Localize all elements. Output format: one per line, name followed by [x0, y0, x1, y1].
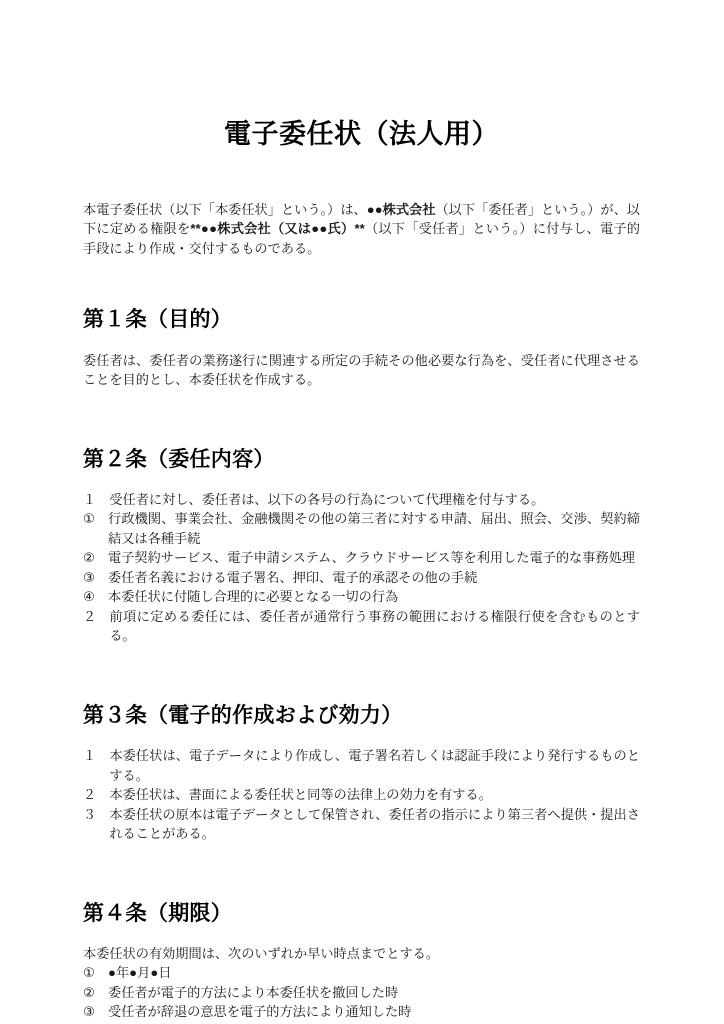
list-item [83, 509, 640, 548]
article-section-3 [83, 646, 640, 844]
article-body-1 [83, 334, 640, 390]
article-section-4 [83, 844, 640, 1022]
list-item-text: 受任者が辞退の意思を電子的方法により通知した時 [108, 1004, 412, 1020]
preamble-delegator-name: ●●株式会社 [366, 201, 436, 217]
list-item-text: ●年●月●日 [108, 965, 172, 981]
article-section-2 [83, 390, 640, 646]
article-heading-1: 第１条（目的） [83, 308, 233, 332]
article-paragraph: 委任者は、委任者の業務遂行に関連する所定の手続その他必要な行為を、受任者に代理させることを目的とし、本委任状を作成する。 [83, 352, 640, 388]
list-item [83, 963, 640, 983]
list-item [83, 548, 640, 568]
list-item-marker: ③ [83, 569, 109, 585]
article-section-1 [83, 258, 640, 389]
list-item-text: 電子契約サービス、電子申請システム、クラウドサービス等を利用した電子的な事務処理 [108, 550, 635, 566]
list-item [83, 983, 640, 1003]
article-body-4 [83, 927, 640, 1022]
list-item [83, 607, 640, 646]
list-item-marker: １ [83, 491, 110, 507]
article-heading-2: 第２条（委任内容） [83, 447, 275, 471]
list-item-text: 受任者に対し、委任者は、以下の各号の行為について代理権を付与する。 [109, 491, 545, 507]
article-item-list [83, 746, 640, 844]
list-item-marker: ２ [83, 608, 110, 624]
list-item [83, 587, 640, 607]
preamble-part-1: 本電子委任状（以下「本委任状」という。）は、 [83, 201, 367, 217]
preamble-part-2: （以下「委任者」という。）が、以下に定める権限を [83, 201, 640, 237]
preamble-paragraph [83, 152, 640, 259]
list-item [83, 785, 640, 805]
article-item-list [83, 490, 640, 646]
list-item-marker: ① [83, 965, 109, 981]
list-item-marker: ③ [83, 1004, 109, 1020]
list-item [83, 746, 640, 785]
list-item-marker: ２ [83, 787, 110, 803]
list-item-text: 行政機関、事業会社、金融機関その他の第三者に対する申請、届出、照会、交渉、契約締結又は各種手続 [108, 511, 640, 546]
article-body-2 [83, 473, 640, 646]
preamble-delegate-name: **●●株式会社（又は●●氏）** [190, 221, 365, 237]
list-item-text: 本委任状に付随し合理的に必要となる一切の行為 [108, 589, 399, 605]
document-content [83, 0, 640, 1022]
page-title: 電子委任状（法人用） [224, 119, 499, 149]
article-paragraph: 本委任状の有効期間は、次のいずれか早い時点までとする。 [83, 945, 440, 961]
article-heading-3: 第３条（電子的作成および効力） [83, 703, 403, 727]
list-item-text: 委任者名義における電子署名、押印、電子的承認その他の手続 [108, 569, 478, 585]
list-item [83, 805, 640, 844]
list-item-text: 本委任状の原本は電子データとして保管され、委任者の指示により第三者へ提供・提出されることがある。 [109, 806, 640, 842]
list-item-text: 本委任状は、書面による委任状と同等の法律上の効力を有する。 [109, 787, 492, 803]
article-heading-4: 第４条（期限） [83, 901, 233, 925]
article-body-3 [83, 729, 640, 844]
list-item-marker: ② [83, 550, 109, 566]
list-item [83, 1002, 640, 1022]
list-item-text: 前項に定める委任には、委任者が通常行う事務の範囲における権限行使を含むものとする。 [109, 608, 640, 644]
list-item-text: 本委任状は、電子データにより作成し、電子署名若しくは認証手段により発行するものとする。 [109, 748, 640, 783]
article-item-list [83, 963, 640, 1022]
list-item-marker: ３ [83, 806, 110, 822]
preamble-part-3: （以下「受任者」という。）に付与し、電子的手段により作成・交付するものである。 [83, 221, 640, 256]
list-item [83, 490, 640, 510]
list-item-marker: ④ [83, 589, 109, 605]
list-item-marker: １ [83, 748, 110, 764]
list-item-text: 委任者が電子的方法により本委任状を撤回した時 [108, 984, 399, 1000]
list-item-marker: ① [83, 511, 109, 527]
list-item-marker: ② [83, 984, 109, 1000]
list-item [83, 568, 640, 588]
